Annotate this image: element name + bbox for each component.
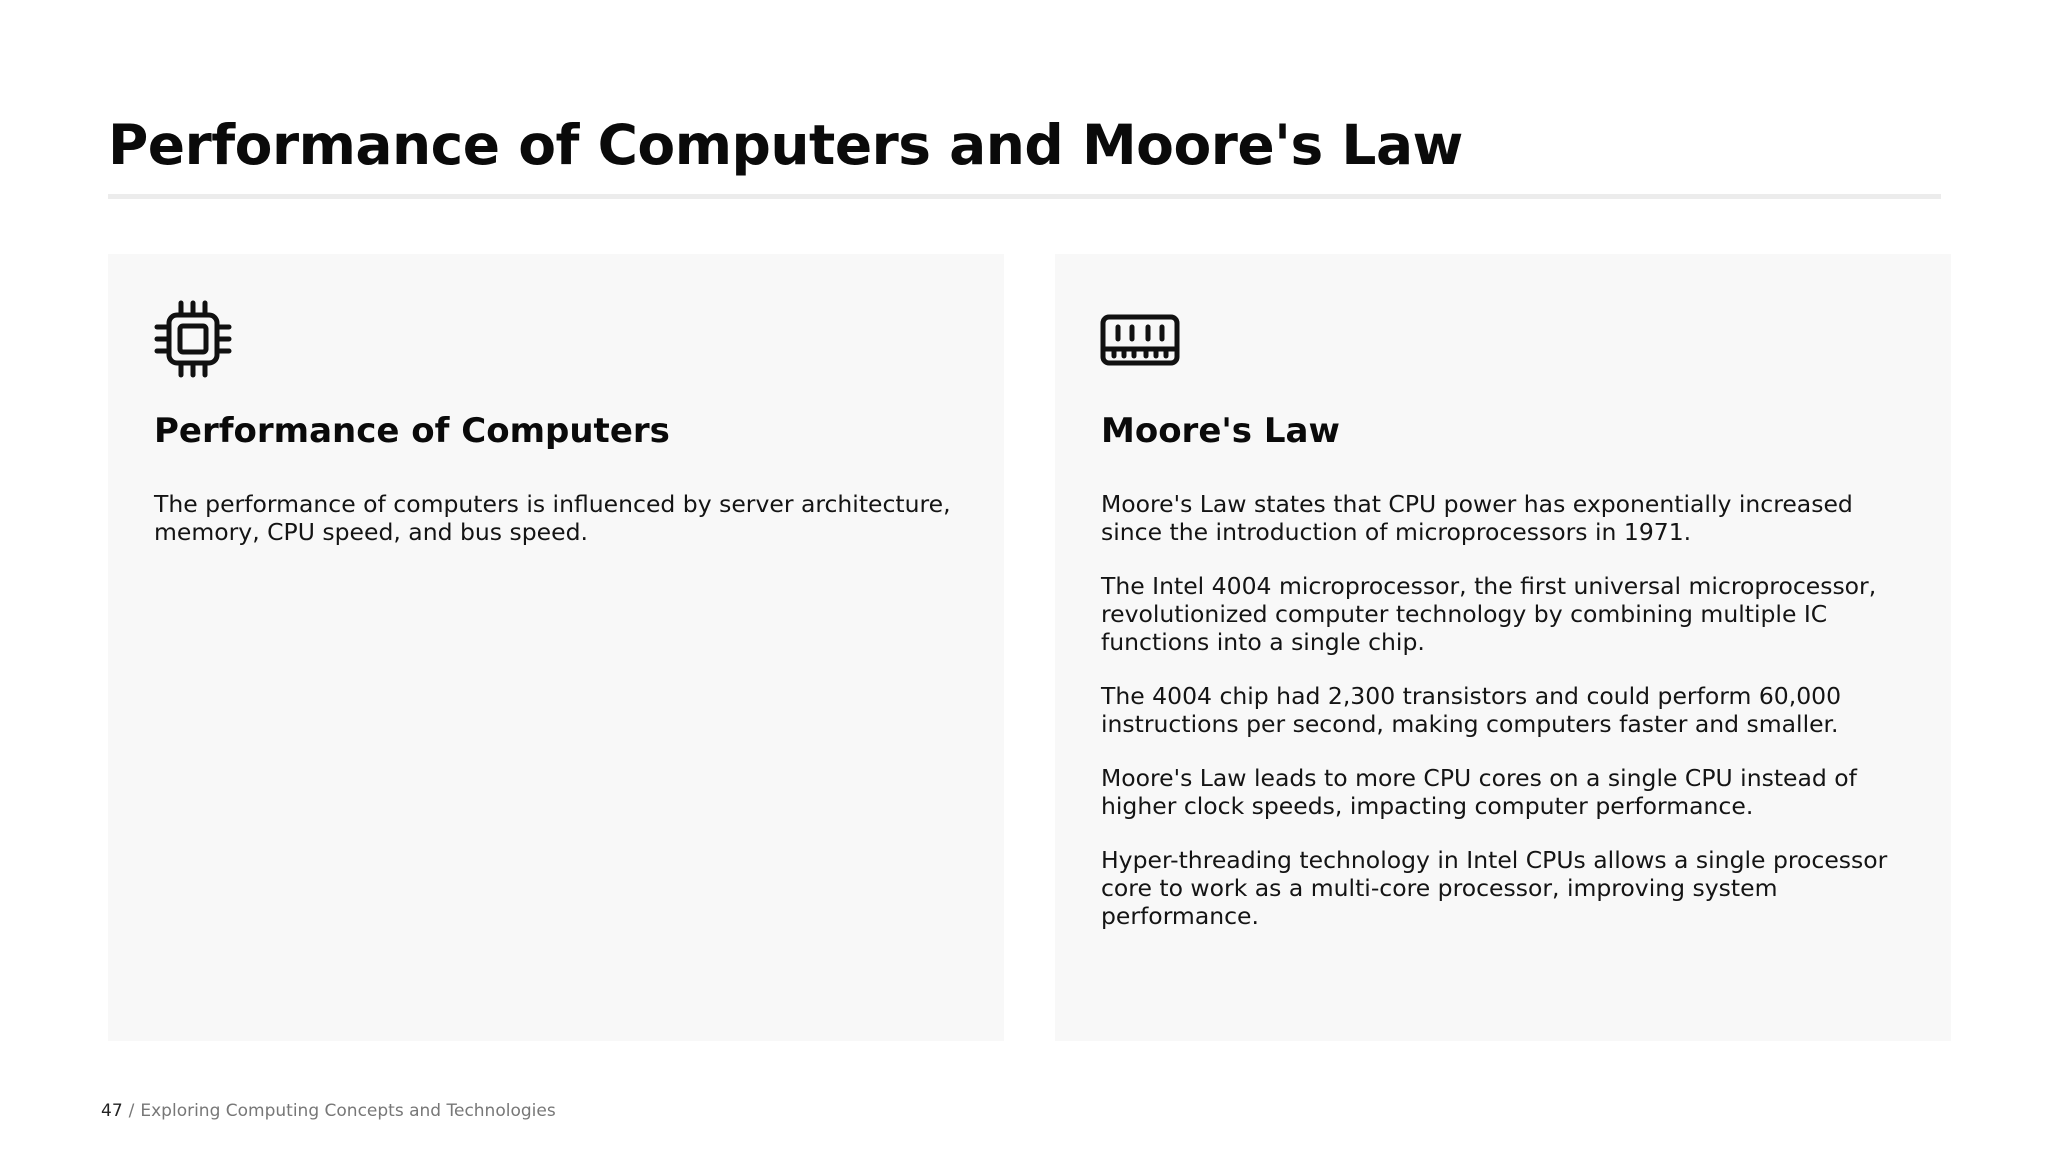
card-performance-of-computers (108, 254, 1004, 1041)
page-number: 47 (101, 1101, 123, 1121)
card-body (154, 490, 969, 572)
card-paragraph: Moore's Law leads to more CPU cores on a single CPU instead of higher clock speeds, impacting computer performance. (1101, 764, 1857, 820)
card-paragraph: Hyper-threading technology in Intel CPUs allows a single processor core to work as a multi-core processor, improving system performance. (1101, 846, 1888, 930)
card-paragraph: The Intel 4004 microprocessor, the first universal microprocessor, revolutionized computer technology by combining multiple IC functions into a single chip. (1101, 572, 1877, 656)
card-title: Performance of Computers (154, 411, 670, 451)
memory-module-icon (1100, 299, 1180, 379)
cpu-chip-icon (153, 299, 233, 379)
card-body (1101, 490, 1916, 956)
card-title: Moore's Law (1101, 411, 1340, 451)
card-moores-law (1055, 254, 1951, 1041)
card-paragraph: The 4004 chip had 2,300 transistors and could perform 60,000 instructions per second, making computers faster and smaller. (1101, 682, 1842, 738)
card-paragraph: Moore's Law states that CPU power has exponentially increased since the introduction of microprocessors in 1971. (1101, 490, 1853, 546)
deck-title: Exploring Computing Concepts and Technologies (140, 1101, 556, 1121)
card-paragraph: The performance of computers is influenced by server architecture, memory, CPU speed, and bus speed. (154, 490, 951, 546)
slide-footer (101, 1100, 556, 1122)
footer-separator: / (128, 1101, 135, 1121)
title-divider (108, 194, 1941, 199)
slide-title: Performance of Computers and Moore's Law (108, 113, 1463, 177)
